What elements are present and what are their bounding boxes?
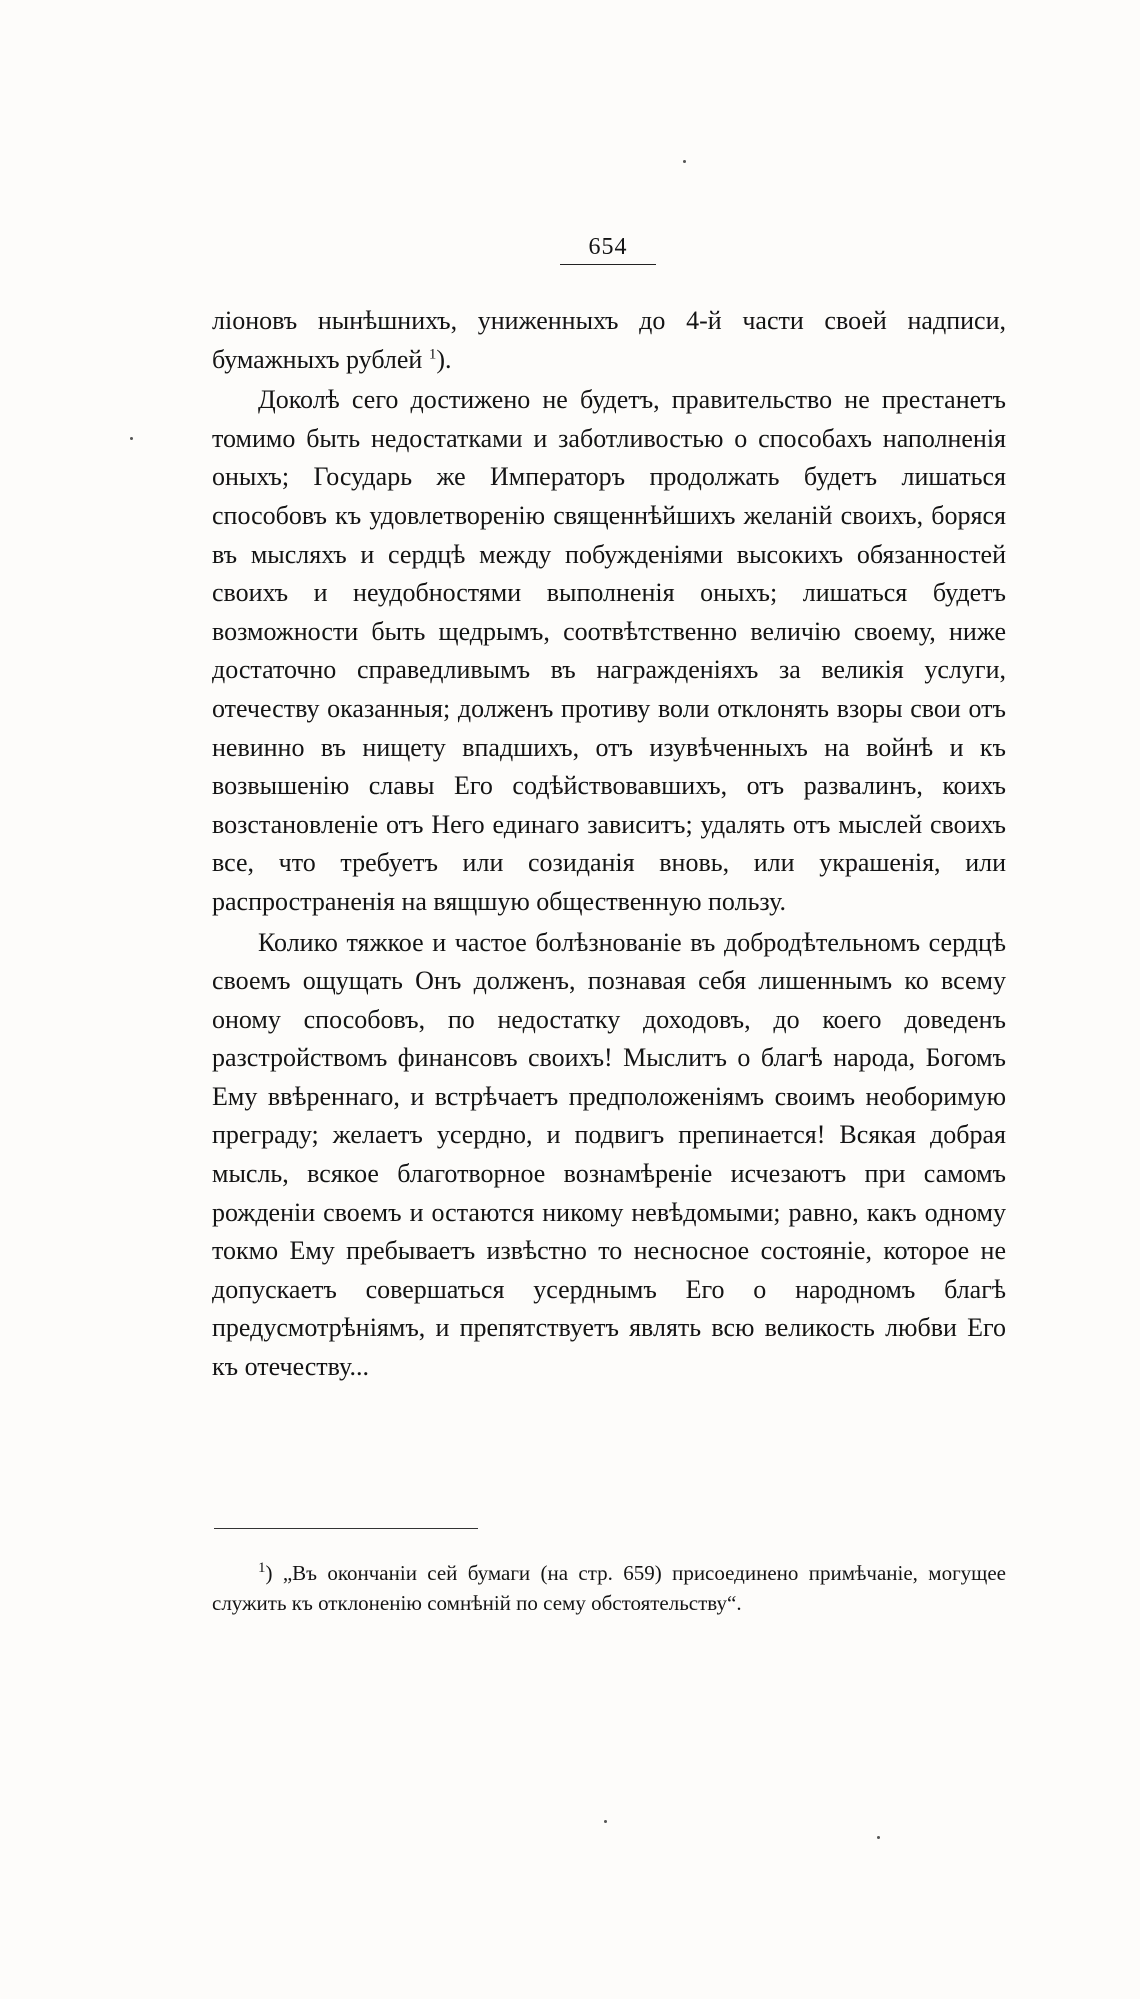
page-number: 654 <box>560 234 656 265</box>
footnote-marker: 1 <box>258 1560 266 1576</box>
paragraph: Колико тяжкое и частое болѣзнованіе въ добродѣтельномъ сердцѣ своемъ ощущать Онъ долженъ, познавая себя лишеннымъ ко всему оному способовъ, по недостатку доходовъ, до коего доведенъ разстройствомъ финансовъ своихъ! Мыслитъ о благѣ народа, Богомъ Ему ввѣреннаго, и встрѣчаетъ предположеніямъ своимъ необоримую преграду; желаетъ усердно, и подвигъ препинается! Всякая добрая мысль, всякое благотворное вознамѣреніе исчезаютъ при самомъ рожденіи своемъ и остаются никому невѣдомыми; равно, какъ одному токмо Ему пребываетъ извѣстно то несносное состояніе, которое не допускаетъ совершаться усерднымъ Его о народномъ благѣ предусмотрѣніямъ, и препятствуетъ являть всю великость любви Его къ отечеству... <box>212 927 1006 1382</box>
paragraph: Доколѣ сего достижено не будетъ, правительство не престанетъ томимо быть недостатками и заботливостью о способахъ наполненія оныхъ; Государь же Императоръ продолжать будетъ лишаться способовъ къ удовлетворенію священнѣйшихъ желаній своихъ, боряся въ мысляхъ и сердцѣ между побужденіями высокихъ обязанностей своихъ и неудобностями выполненія оныхъ; лишаться будетъ возможности быть щедрымъ, соотвѣтственно величію своему, ниже достаточно справедливымъ въ награжденіяхъ за великія услуги, отечеству оказанныя; долженъ противу воли отклонять взоры свои отъ невинно въ нищету впадшихъ, отъ изувѣченныхъ на войнѣ и къ возвышенію славы Его содѣйствовавшихъ, отъ развалинъ, коихъ возстановленіе отъ Него единаго зависитъ; удалять отъ мыслей своихъ все, что требуетъ или созиданія вновь, или украшенія, или распространенія на вящшую общественную пользу. <box>212 385 1006 916</box>
footnote-reference: 1 <box>428 345 437 362</box>
paragraph-end: ). <box>436 344 452 374</box>
paper-speck <box>683 160 686 163</box>
paragraph-text: ліоновъ нынѣшнихъ, униженныхъ до 4-й части своей надписи, бумажныхъ рублей <box>212 306 1006 374</box>
footnote-text: ) „Въ окончаніи сей бумаги (на стр. 659) присоединено примѣчаніе, могущее служить къ отклоненію сомнѣній по сему обстоятельству“. <box>212 1561 1006 1615</box>
paper-speck <box>604 1820 607 1823</box>
paper-speck <box>877 1836 880 1839</box>
body-text <box>212 302 1006 1387</box>
footnote-separator <box>214 1528 478 1529</box>
paragraph-continued <box>212 302 1006 379</box>
paper-speck <box>130 437 133 440</box>
footnote <box>212 1558 1006 1618</box>
